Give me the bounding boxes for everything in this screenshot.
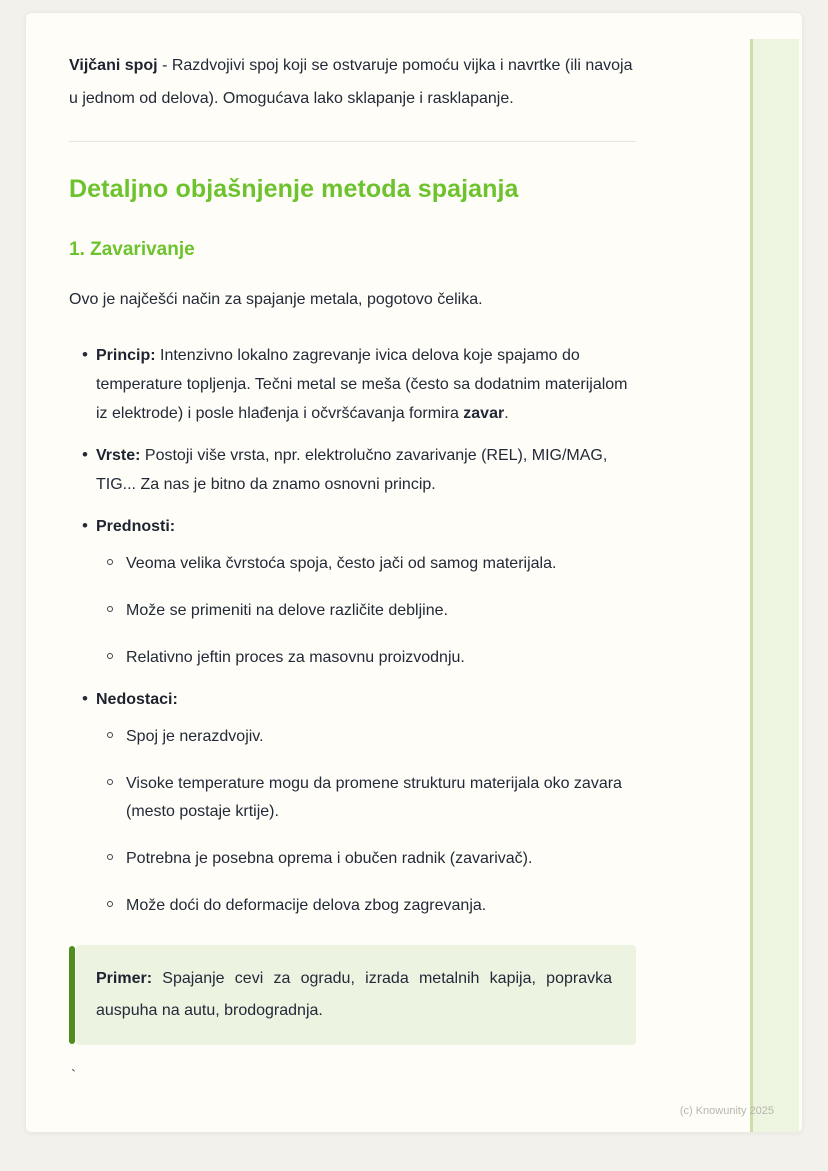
list-item — [96, 644, 636, 672]
list-item-prednosti — [69, 512, 636, 672]
intro-text: - Razdvojivi spoj koji se ostvaruje pomoću vijka i navrtke (ili navoja u jednom od delova). Omogućava lako sklapanje i rasklapanje. — [69, 57, 633, 107]
circle-bullet-icon — [107, 732, 113, 738]
callout-text: Spajanje cevi za ogradu, izrada metalnih kapija, popravka auspuha na autu, brodogradnja. — [96, 970, 612, 1019]
intro-paragraph — [69, 49, 636, 115]
subsection-title: 1. Zavarivanje — [69, 239, 195, 260]
list-item-text: Može se primeniti na delove različite debljine. — [126, 602, 448, 619]
list-item — [96, 723, 636, 751]
stray-backtick: ` — [71, 1067, 76, 1084]
circle-bullet-icon — [107, 606, 113, 612]
bullet-icon: • — [82, 345, 88, 364]
list-item-lead: Vrste: — [96, 447, 141, 464]
list-item-vrste — [69, 441, 636, 499]
intro-lead: Vijčani spoj — [69, 57, 158, 74]
callout-accent-bar — [69, 946, 75, 1044]
circle-bullet-icon — [107, 901, 113, 907]
divider — [69, 141, 636, 142]
list-item-text: Može doći do deformacije delova zbog zagrevanja. — [126, 897, 487, 914]
list-item-text: Relativno jeftin proces za masovnu proizvodnju. — [126, 649, 465, 666]
list-item — [96, 892, 636, 920]
circle-bullet-icon — [107, 779, 113, 785]
document-content — [69, 13, 636, 1084]
bullet-icon: • — [82, 516, 88, 535]
bullet-icon: • — [82, 445, 88, 464]
green-accent-strip — [750, 39, 799, 1132]
list-item-bold-text: zavar — [463, 405, 505, 422]
callout-paragraph — [96, 963, 612, 1027]
list-item-tail: . — [504, 405, 509, 422]
document-page — [25, 12, 803, 1133]
list-item-nedostaci — [69, 685, 636, 920]
sub-list-nedostaci — [96, 723, 636, 920]
list-item — [96, 597, 636, 625]
list-item — [96, 845, 636, 873]
list-item — [96, 550, 636, 578]
bullet-icon: • — [82, 689, 88, 708]
list-item-text: Visoke temperature mogu da promene strukturu materijala oko zavara (mesto postaje krtije). — [126, 775, 622, 820]
list-item-text: Postoji više vrsta, npr. elektrolučno zavarivanje (REL), MIG/MAG, TIG... Za nas je bitno da znamo osnovni princip. — [96, 447, 608, 493]
list-item-text: Veoma velika čvrstoća spoja, često jači od samog materijala. — [126, 555, 557, 572]
circle-bullet-icon — [107, 559, 113, 565]
section-title: Detaljno objašnjenje metoda spajanja — [69, 175, 519, 203]
list-item-text: Intenzivno lokalno zagrevanje ivica delova koje spajamo do temperature topljenja. Tečni metal se meša (često sa dodatnim materijalom iz elektrode) i posle hlađenja i očvršćavanja formira — [96, 347, 628, 422]
circle-bullet-icon — [107, 653, 113, 659]
copyright-footer: (c) Knowunity 2025 — [679, 1105, 774, 1117]
list-item-lead: Prednosti: — [96, 518, 176, 535]
list-item-princip — [69, 341, 636, 428]
callout-lead: Primer: — [96, 970, 153, 987]
sub-list-prednosti — [96, 550, 636, 672]
list-item-lead: Princip: — [96, 347, 156, 364]
list-item-lead: Nedostaci: — [96, 691, 178, 708]
list-item — [96, 770, 636, 826]
list-item-text: Spoj je nerazdvojiv. — [126, 728, 264, 745]
circle-bullet-icon — [107, 854, 113, 860]
list-item-text: Potrebna je posebna oprema i obučen radnik (zavarivač). — [126, 850, 533, 867]
section-intro: Ovo je najčešći način za spajanje metala, pogotovo čelika. — [69, 291, 483, 308]
main-list — [69, 341, 636, 920]
example-callout — [76, 945, 636, 1045]
